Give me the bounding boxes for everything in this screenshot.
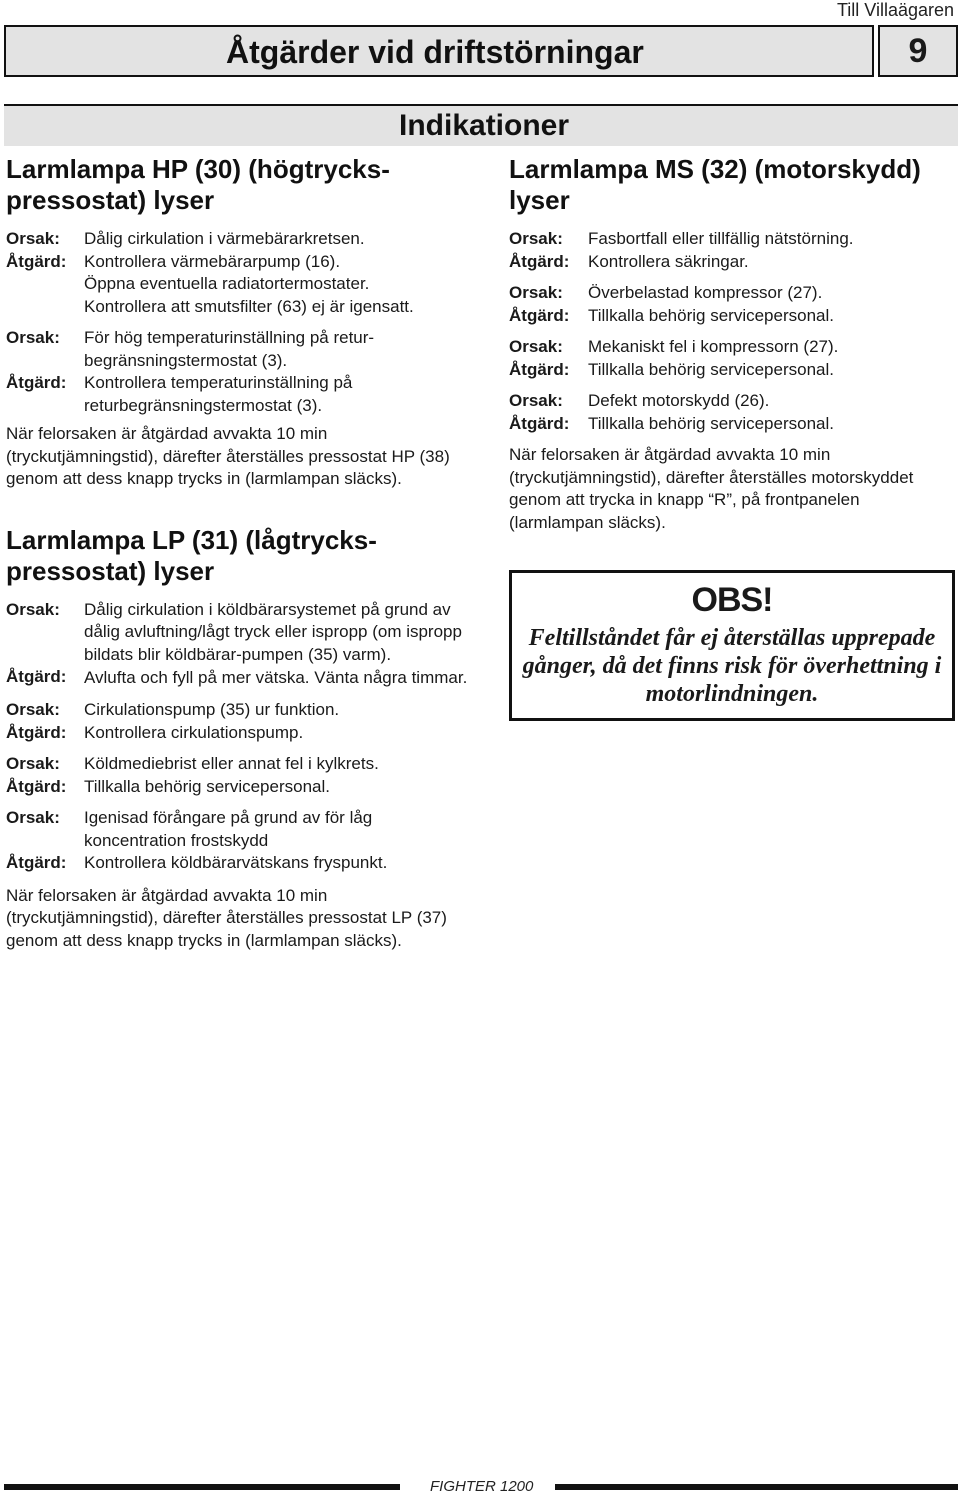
hp-cause-1	[6, 228, 476, 251]
ms-cause-2	[509, 282, 955, 305]
warning-title: OBS!	[691, 581, 773, 619]
action-text: Kontrollera cirkulationspump.	[84, 722, 304, 742]
action-text: Avlufta och fyll på mer vätska. Vänta några timmar.	[84, 668, 468, 687]
cause-text: Igenisad förångare på grund av för låg koncentration frostskydd	[84, 808, 373, 850]
lp-cause-2	[6, 699, 476, 722]
hp-action-2	[6, 372, 476, 417]
cause-text: Fasbortfall eller tillfällig nätstörning.	[588, 229, 854, 248]
action-label: Åtgärd:	[6, 667, 67, 686]
action-text: Tillkalla behörig servicepersonal.	[588, 305, 834, 325]
action-text: Tillkalla behörig servicepersonal.	[588, 413, 834, 433]
hp-action-1-cont-2: Kontrollera att smutsfilter (63) ej är igensatt.	[84, 296, 414, 316]
cause-text: Dålig cirkulation i köldbärarsystemet på grund av dålig avluftning/lågt tryck eller ispropp (om ispropp bildats blir köldbärar-pumpen (35) varm).	[84, 599, 462, 664]
lp-cause-4	[6, 807, 476, 852]
action-text: Kontrollera säkringar.	[588, 251, 749, 271]
cause-label: Orsak:	[509, 391, 563, 410]
cause-label: Orsak:	[509, 283, 563, 302]
title-bar	[4, 25, 874, 77]
lp-note: När felorsaken är åtgärdad avvakta 10 min (tryckutjämningstid), därefter återställes pressostat LP (37) genom att dess knapp trycks in (larmlampan släcks).	[6, 885, 447, 950]
ms-note: När felorsaken är åtgärdad avvakta 10 min (tryckutjämningstid), därefter återställes motorskyddet genom att trycka in knapp “R”, på frontpanelen (larmlampan släcks).	[509, 445, 914, 532]
cause-text: Defekt motorskydd (26).	[588, 391, 770, 410]
cause-text: Köldmediebrist eller annat fel i kylkrets.	[84, 754, 379, 773]
cause-label: Orsak:	[6, 599, 60, 619]
cause-text: Cirkulationspump (35) ur funktion.	[84, 700, 340, 719]
ms-cause-4	[509, 390, 955, 413]
action-label: Åtgärd:	[6, 853, 67, 872]
footer-product-name: FIGHTER 1200	[430, 1478, 534, 1495]
cause-label: Orsak:	[6, 700, 60, 719]
right-column	[509, 154, 955, 721]
action-label: Åtgärd:	[509, 305, 570, 325]
lp-cause-1	[6, 599, 476, 667]
warning-box	[509, 570, 955, 721]
ms-heading: Larmlampa MS (32) (motorskydd) lyser	[509, 154, 921, 215]
lp-cause-3	[6, 753, 476, 776]
action-text: Tillkalla behörig servicepersonal.	[588, 359, 834, 379]
left-column	[6, 154, 476, 952]
cause-label: Orsak:	[509, 337, 563, 356]
lp-action-4	[6, 852, 476, 875]
warning-text: Feltillståndet får ej återställas upprepade gånger, då det finns risk för överhettning i motorlindningen.	[522, 625, 942, 707]
subtitle-bar	[4, 104, 958, 146]
ms-cause-3	[509, 336, 955, 359]
page-number: 9	[878, 25, 958, 77]
action-label: Åtgärd:	[509, 251, 570, 271]
page-title: Åtgärder vid driftstörningar	[226, 34, 644, 70]
hp-action-1	[6, 251, 476, 274]
cause-label: Orsak:	[6, 229, 60, 248]
cause-text: Dålig cirkulation i värmebärarkretsen.	[84, 229, 365, 248]
hp-heading: Larmlampa HP (30) (högtrycks-pressostat) lyser	[6, 154, 390, 215]
ms-action-3	[509, 359, 955, 382]
cause-text: För hög temperaturinställning på retur-begränsningstermostat (3).	[84, 328, 375, 370]
ms-action-4	[509, 413, 955, 436]
ms-action-1	[509, 251, 955, 274]
lp-action-3	[6, 776, 476, 799]
ms-action-2	[509, 305, 955, 328]
action-label: Åtgärd:	[6, 251, 67, 271]
action-text: Kontrollera värmebärarpump (16).	[84, 251, 341, 271]
action-label: Åtgärd:	[6, 776, 67, 796]
action-label: Åtgärd:	[509, 413, 570, 433]
action-label: Åtgärd:	[6, 373, 67, 392]
cause-label: Orsak:	[6, 808, 60, 827]
hp-action-1-cont-1: Öppna eventuella radiatortermostater.	[84, 274, 370, 293]
cause-label: Orsak:	[6, 328, 60, 347]
action-label: Åtgärd:	[6, 722, 67, 742]
action-label: Åtgärd:	[509, 359, 570, 379]
cause-text: Överbelastad kompressor (27).	[588, 283, 823, 302]
lp-action-2	[6, 722, 476, 745]
action-text: Tillkalla behörig servicepersonal.	[84, 776, 330, 796]
cause-text: Mekaniskt fel i kompressorn (27).	[588, 337, 839, 356]
lp-heading: Larmlampa LP (31) (lågtrycks-pressostat) lyser	[6, 524, 377, 586]
action-text: Kontrollera temperaturinställning på returbegränsningstermostat (3).	[84, 373, 353, 415]
section-label: Till Villaägaren	[836, 0, 954, 20]
subtitle: Indikationer	[399, 109, 570, 142]
cause-label: Orsak:	[6, 754, 60, 773]
lp-action-1	[6, 666, 476, 690]
cause-label: Orsak:	[509, 229, 563, 248]
hp-note: När felorsaken är åtgärdad avvakta 10 min (tryckutjämningstid), därefter återställes pressostat HP (38) genom att dess knapp trycks in (larmlampan släcks).	[6, 424, 450, 488]
ms-cause-1	[509, 228, 955, 251]
hp-cause-2	[6, 327, 476, 372]
action-text: Kontrollera köldbärarvätskans fryspunkt.	[84, 853, 388, 872]
